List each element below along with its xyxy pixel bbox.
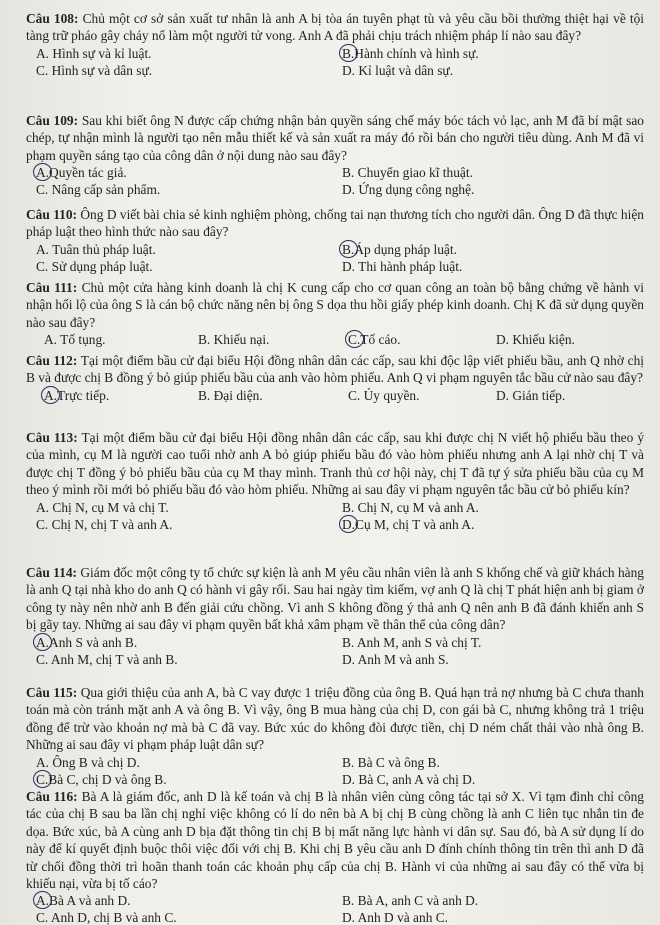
option-d[interactable]: D.Cụ M, chị T và anh A. [342, 516, 475, 532]
option-b[interactable]: B. Chuyển giao kĩ thuật. [342, 165, 473, 181]
question-stem [26, 429, 644, 499]
option-c[interactable]: C. Chị N, chị T và anh A. [36, 516, 173, 532]
option-c[interactable]: C. Hình sự và dân sự. [36, 62, 153, 78]
option-d[interactable]: D. Kỉ luật và dân sự. [342, 62, 454, 78]
answer-circle: A. [44, 387, 58, 403]
option-a[interactable]: A. Chị N, cụ M và chị T. [36, 499, 169, 515]
option-a[interactable]: A.Trực tiếp. [44, 387, 110, 403]
question-text: Tại một điểm bầu cử đại biểu Hội đồng nhân dân các cấp, sau khi được chị N viết hộ phiếu bầu theo ý của mình, cụ M là người cao tuổi nhờ anh A bỏ giúp phiếu bầu đó vào hòm phiếu nhưng anh A lại nhờ chị T và được chị T đồng ý bỏ phiếu bầu của cụ M thay mình. Tranh thủ cơ hội này, chị T đã tự ý sửa phiếu bầu của cụ M theo ý mình rồi mới bỏ phiếu bầu đó vào hòm phiếu. Những ai sau đây vi phạm nguyên tắc bầu cử bỏ phiếu kín? [26, 430, 645, 498]
option-c[interactable]: C.Tố cáo. [348, 332, 401, 348]
answer-circle: A. [36, 634, 50, 650]
question-stem [26, 279, 644, 331]
question-text: Ông D viết bài chia sẻ kinh nghiệm phòng, chống tai nạn thương tích cho người dân. Ông D đã thực hiện pháp luật theo hình thức nào sau đây? [26, 207, 644, 240]
option-d[interactable]: D. Ứng dụng công nghệ. [342, 182, 475, 198]
option-d[interactable]: D. Gián tiếp. [496, 387, 566, 403]
question-110 [26, 206, 644, 275]
question-label: Câu 112: [26, 353, 78, 368]
option-list [26, 164, 644, 198]
question-stem [26, 112, 644, 164]
question-text: Qua giới thiệu của anh A, bà C vay được 1 triệu đồng của ông B. Quá hạn trả nợ nhưng bà C chưa thanh toán mà còn tránh mặt anh A và ông B. Vì vậy, ông B mua hàng của chị D, con gái bà C, nhưng không trả 1 triệu đồng để trừ vào khoản nợ mà bà C đã vay. Bức xúc do không đòi được tiền, chị D ném chất thải vào nhà ông B. Những ai sau đây vi phạm pháp luật dân sự? [26, 685, 644, 753]
option-list [26, 634, 644, 668]
option-a[interactable]: A.Quyền tác giả. [36, 165, 127, 181]
option-list [26, 45, 644, 79]
option-c[interactable]: C. Anh D, chị B và anh C. [36, 910, 177, 925]
question-text: Tại một điểm bầu cử đại biểu Hội đồng nhân dân các cấp, sau khi độc lập viết phiếu bầu, anh Q nhờ chị B và được chị B đồng ý bỏ giúp phiếu bầu của anh vào hòm phiếu. Anh Q vi phạm nguyên tắc bầu cử nào sau đây? [26, 353, 644, 386]
answer-circle: C. [36, 771, 49, 787]
answer-circle: B. [342, 241, 355, 257]
question-text: Sau khi biết ông N được cấp chứng nhận bản quyền sáng chế máy bóc tách vỏ lạc, anh M đã bí mật sao chép, tự nhận mình là người tạo nên mẫu thiết kế và sản xuất ra máy đó rồi bán cho người tiêu dùng. Anh M đã vi phạm quyền sáng tạo của công dân ở nội dung nào sau đây? [26, 113, 644, 163]
option-d[interactable]: D. Anh M và anh S. [342, 651, 449, 667]
option-b[interactable]: B. Chị N, cụ M và anh A. [342, 499, 479, 515]
answer-circle: C. [348, 332, 361, 348]
question-stem [26, 564, 644, 634]
option-a[interactable]: A. Tuân thủ pháp luật. [36, 241, 156, 257]
option-a[interactable]: A. Hình sự và kỉ luật. [36, 45, 152, 61]
question-label: Câu 110: [26, 207, 77, 222]
option-a[interactable]: A. Ông B và chị D. [36, 754, 140, 770]
question-116 [26, 788, 644, 925]
answer-circle: D. [342, 516, 356, 532]
option-b[interactable]: B. Bà A, anh C và anh D. [342, 893, 479, 909]
question-stem [26, 352, 644, 387]
option-d[interactable]: D. Khiếu kiện. [496, 332, 575, 348]
question-label: Câu 114: [26, 565, 77, 580]
question-label: Câu 108: [26, 11, 79, 26]
option-b[interactable]: B. Bà C và ông B. [342, 754, 440, 770]
question-label: Câu 116: [26, 789, 78, 804]
option-c[interactable]: C.Bà C, chị D và ông B. [36, 771, 167, 787]
option-b[interactable]: B. Khiếu nại. [198, 332, 270, 348]
option-c[interactable]: C. Sử dụng pháp luật. [36, 258, 153, 274]
question-stem [26, 788, 644, 892]
question-113 [26, 429, 644, 533]
answer-circle: A. [36, 165, 50, 181]
question-text: Giám đốc một công ty tổ chức sự kiện là anh M yêu cầu nhân viên là anh S khống chế và giữ khách hàng là anh Q tại nhà kho do anh Q có hành vi gây rối. Sau hai ngày tìm kiếm, vợ anh Q là chị T phát hiện anh bị giam ở công ty này nên nhờ anh B đến giải cứu chồng. Vì anh S không đồng ý thả anh Q nên anh B đã đánh khiến anh S bị gãy tay. Những ai sau đây vi phạm quyền bất khả xâm phạm về thân thể của công dân? [26, 565, 644, 633]
option-list [26, 241, 644, 275]
question-115 [26, 684, 644, 788]
option-c[interactable]: C. Anh M, chị T và anh B. [36, 651, 178, 667]
question-text: Bà A là giám đốc, anh D là kế toán và chị B là nhân viên cùng công tác tại sở X. Vì tạm đình chỉ công tác của chị B sau ba lần chị nghỉ việc không có lí do nên bà A bị chị B cùng chồng là anh C liên tục nhắn tin đe dọa. Bức xúc, bà A cùng anh D bịa đặt thông tin chị B bị mất năng lực hành vi dân sự. Sau đó, bà A sử dụng lí do này để kí quyết định buộc thôi việc đối với chị B. Khi chị B yêu cầu anh D đính chính thông tin trên thì anh D đã từ chối đồng thời trì hoãn thanh toán các khoản phụ cấp của chị B. Hành vi của những ai sau đây có thể vừa bị khiếu nại, vừa bị tố cáo? [26, 789, 645, 892]
option-b[interactable]: B. Đại diện. [198, 387, 263, 403]
option-a[interactable]: A. Tố tụng. [44, 332, 106, 348]
question-108 [26, 10, 644, 79]
question-text: Chủ một cửa hàng kinh doanh là chị K cung cấp cho cơ quan công an toàn bộ bằng chứng về hành vi nhận hối lộ của ông S là cán bộ chức năng nên bị ông S dọa thu hồi giấy phép kinh doanh. Chị K đã sử dụng quyền nào sau đây? [26, 280, 644, 330]
option-c[interactable]: C. Ủy quyền. [348, 387, 420, 403]
option-list [26, 892, 644, 925]
option-list [26, 499, 644, 533]
question-114 [26, 564, 644, 668]
question-text: Chủ một cơ sở sản xuất tư nhân là anh A bị tòa án tuyên phạt tù và yêu cầu bồi thường thiệt hại về tội tàng trữ pháo gây cháy nổ làm một người tử vong. Anh A đã phải chịu trách nhiệm pháp lí nào sau đây? [26, 11, 644, 44]
option-b[interactable]: B.Áp dụng pháp luật. [342, 241, 457, 257]
option-list [26, 754, 644, 788]
option-b[interactable]: B.Hành chính và hình sự. [342, 45, 479, 61]
option-a[interactable]: A.Anh S và anh B. [36, 634, 138, 650]
option-list [26, 331, 644, 349]
option-b[interactable]: B. Anh M, anh S và chị T. [342, 634, 482, 650]
question-stem [26, 206, 644, 241]
answer-circle: B. [342, 45, 355, 61]
answer-circle: A. [36, 893, 50, 909]
option-d[interactable]: D. Thi hành pháp luật. [342, 258, 463, 274]
question-label: Câu 115: [26, 685, 78, 700]
option-list [26, 387, 644, 405]
question-stem [26, 684, 644, 754]
question-112 [26, 352, 644, 405]
question-109 [26, 112, 644, 198]
question-label: Câu 113: [26, 430, 78, 445]
question-stem [26, 10, 644, 45]
option-c[interactable]: C. Nâng cấp sản phẩm. [36, 182, 161, 198]
question-label: Câu 109: [26, 113, 79, 128]
option-d[interactable]: D. Anh D và anh C. [342, 910, 449, 925]
question-label: Câu 111: [26, 280, 78, 295]
question-111 [26, 279, 644, 349]
option-a[interactable]: A.Bà A và anh D. [36, 893, 131, 909]
option-d[interactable]: D. Bà C, anh A và chị D. [342, 771, 476, 787]
